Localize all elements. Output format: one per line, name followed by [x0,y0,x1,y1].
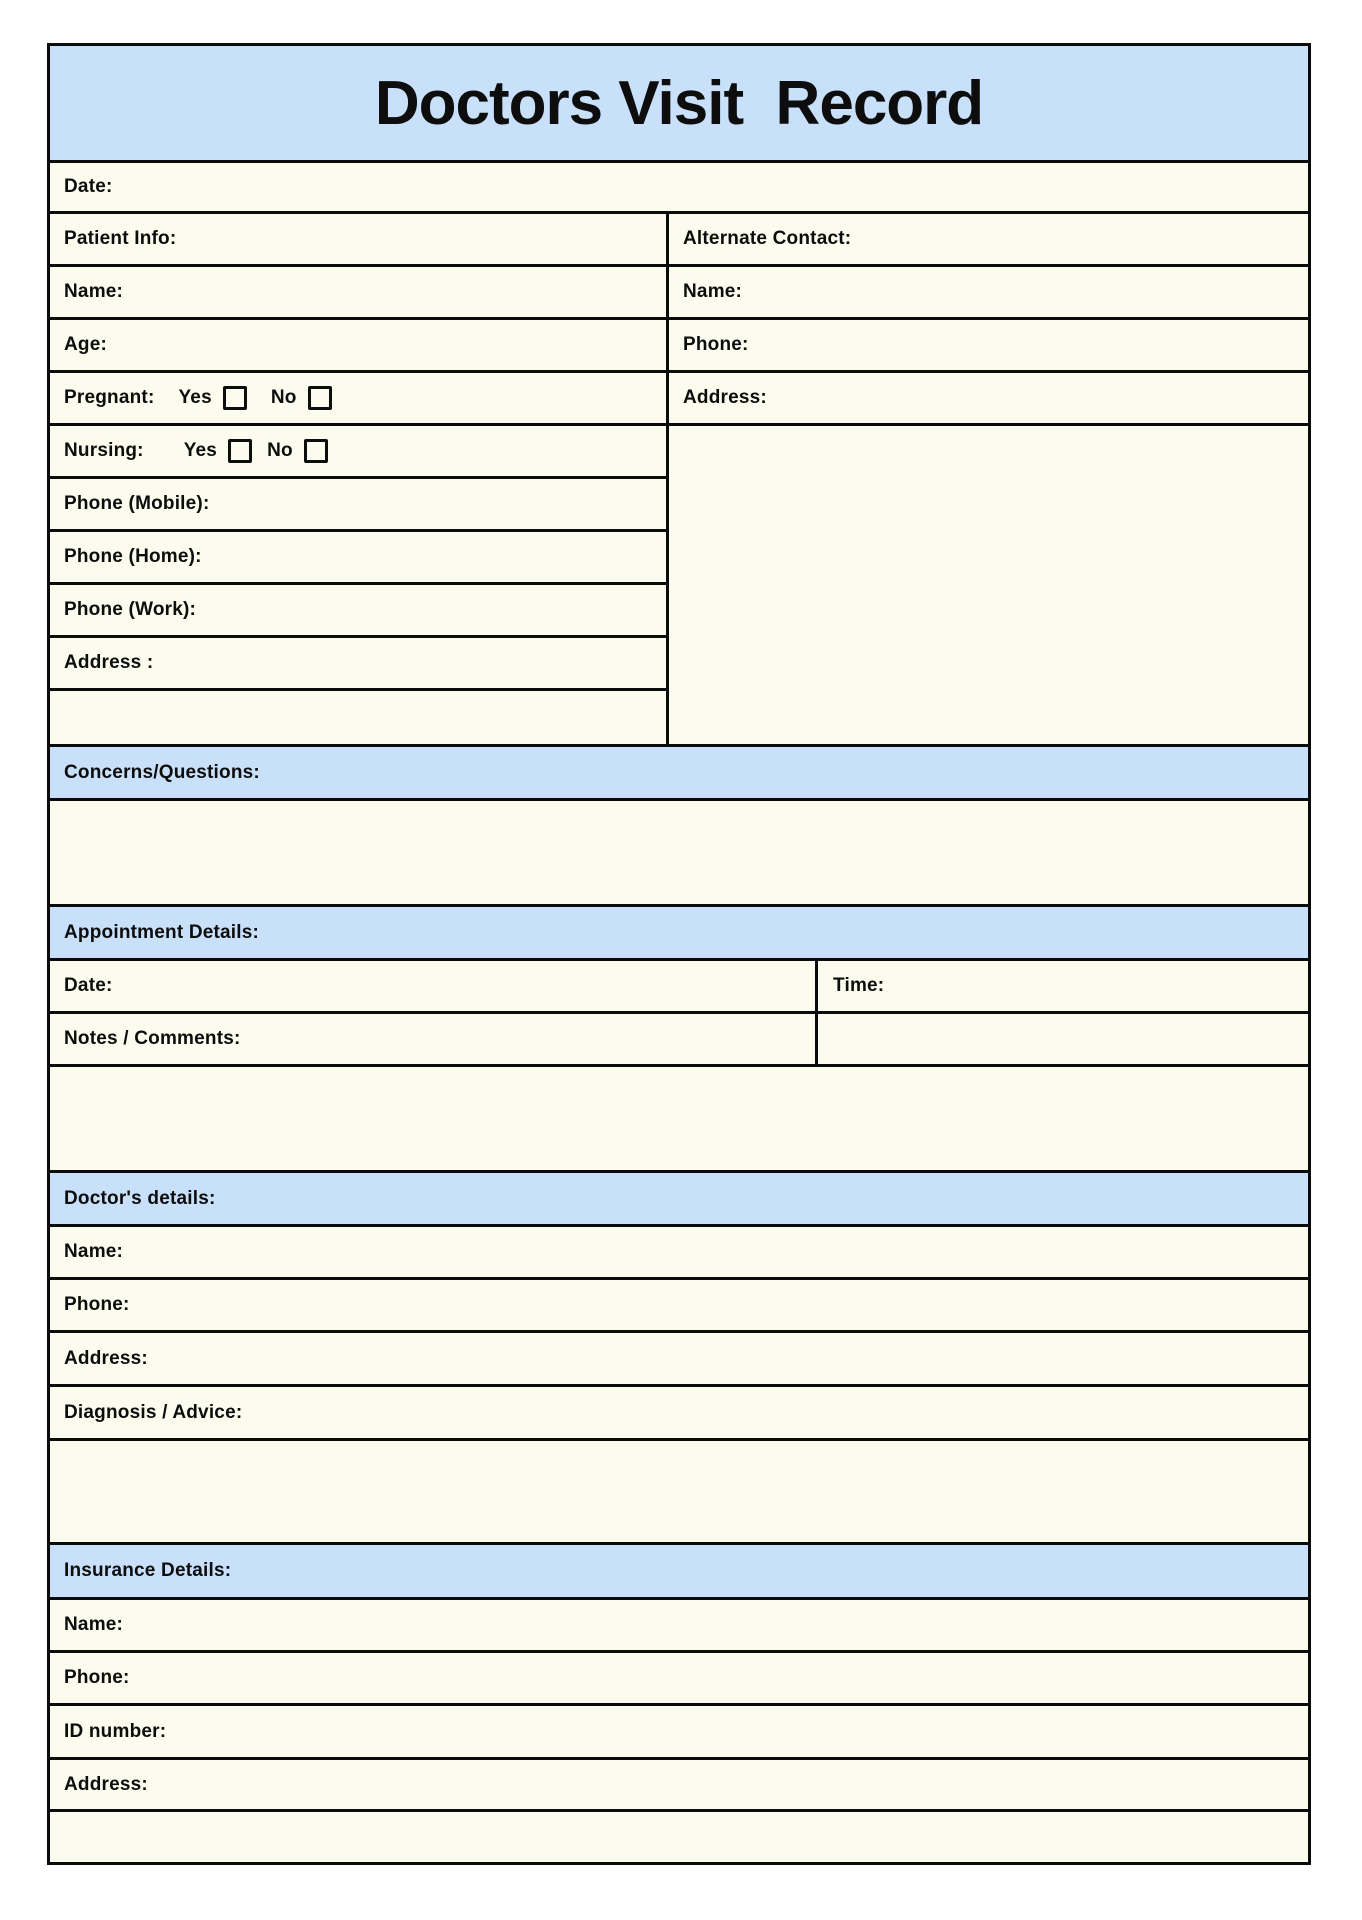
diagnosis-advice-field[interactable] [50,1387,1308,1441]
appointment-time-label: Time: [833,975,885,996]
insurance-name-field[interactable] [50,1600,1308,1653]
doctors-visit-record-form [47,43,1311,1865]
pregnant-no-label: No [270,387,297,408]
patient-address-extra-area[interactable] [50,691,666,744]
insurance-section-bar [50,1545,1308,1600]
phone-home-label: Phone (Home): [64,546,202,567]
appointment-date-time-row [50,961,1308,1014]
diagnosis-advice-label: Diagnosis / Advice: [64,1401,243,1423]
phone-home-field[interactable] [50,532,666,585]
nursing-yes-label: Yes [183,440,218,461]
insurance-address-label: Address: [64,1773,148,1795]
insurance-address-field[interactable] [50,1760,1308,1812]
pregnant-label: Pregnant: [64,387,155,408]
concerns-label: Concerns/Questions: [64,761,260,783]
insurance-details-label: Insurance Details: [64,1560,232,1581]
insurance-id-label: ID number: [64,1720,167,1742]
patient-address-field[interactable] [50,638,666,691]
diagnosis-input-area[interactable] [50,1441,1308,1545]
patient-and-contact-section [50,214,1308,747]
appointment-details-label: Appointment Details: [64,921,260,943]
appointment-section-bar [50,907,1308,961]
patient-info-label: Patient Info: [64,228,177,249]
alternate-address-field[interactable] [669,373,1308,426]
pregnant-field [50,373,666,426]
date-field-row[interactable] [50,163,1308,214]
insurance-extra-area[interactable] [50,1812,1308,1862]
concerns-section-bar [50,747,1308,801]
patient-info-header-row [50,214,666,267]
phone-work-label: Phone (Work): [64,599,197,620]
patient-address-label: Address : [64,652,154,673]
alternate-contact-label: Alternate Contact: [683,228,852,249]
nursing-yes-checkbox[interactable] [228,439,252,463]
doctor-section-bar [50,1173,1308,1227]
date-label: Date: [64,176,113,197]
doctor-phone-field[interactable] [50,1280,1308,1333]
insurance-id-field[interactable] [50,1706,1308,1760]
patient-name-label: Name: [64,281,124,302]
nursing-no-label: No [267,440,293,461]
alternate-address-label: Address: [683,387,767,408]
insurance-phone-field[interactable] [50,1653,1308,1706]
doctor-name-label: Name: [64,1241,124,1262]
appointment-date-label: Date: [64,975,113,996]
insurance-phone-label: Phone: [64,1667,130,1688]
concerns-input-area[interactable] [50,801,1308,907]
form-title-bar [50,46,1308,163]
alternate-phone-label: Phone: [683,334,749,355]
doctor-address-field[interactable] [50,1333,1308,1387]
alternate-name-label: Name: [683,281,743,302]
alternate-address-extra-area[interactable] [669,426,1308,744]
doctor-phone-label: Phone: [64,1294,130,1315]
doctor-details-label: Doctor's details: [64,1187,216,1209]
nursing-label: Nursing: [64,440,144,461]
phone-work-field[interactable] [50,585,666,638]
phone-mobile-label: Phone (Mobile): [64,493,210,514]
pregnant-yes-label: Yes [178,387,212,408]
appointment-time-field[interactable] [818,961,1308,1011]
doctor-address-label: Address: [64,1347,148,1369]
phone-mobile-field[interactable] [50,479,666,532]
pregnant-no-checkbox[interactable] [308,386,332,410]
insurance-name-label: Name: [64,1614,124,1635]
alternate-contact-header-row [669,214,1308,267]
patient-age-field[interactable] [50,320,666,373]
appointment-time-extra-area[interactable] [818,1014,1308,1064]
pregnant-yes-checkbox[interactable] [223,386,247,410]
doctor-name-field[interactable] [50,1227,1308,1280]
notes-comments-field[interactable] [50,1014,818,1064]
notes-input-area[interactable] [50,1067,1308,1173]
appointment-notes-row [50,1014,1308,1067]
alternate-contact-column [669,214,1308,744]
patient-name-field[interactable] [50,267,666,320]
notes-comments-label: Notes / Comments: [64,1028,241,1049]
appointment-date-field[interactable] [50,961,818,1011]
nursing-no-checkbox[interactable] [304,439,328,463]
alternate-name-field[interactable] [669,267,1308,320]
nursing-field [50,426,666,479]
page-title: Doctors Visit Record [374,68,984,138]
patient-age-label: Age: [64,334,108,355]
patient-info-column [50,214,669,744]
alternate-phone-field[interactable] [669,320,1308,373]
